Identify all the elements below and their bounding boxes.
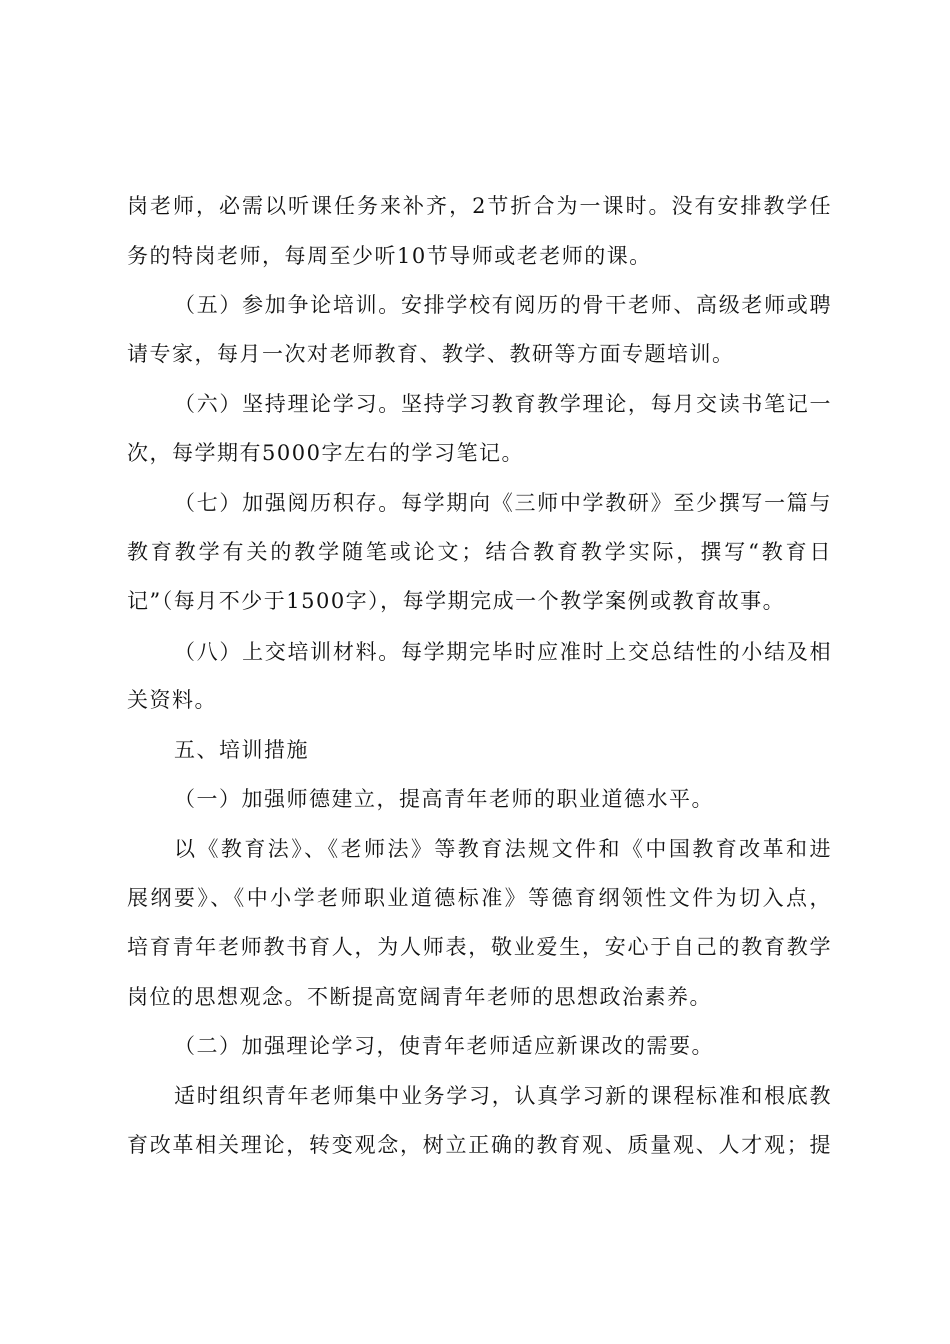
text-line: 记”（每月不少于1500字），每学期完成一个教学案例或教育故事。 [127, 589, 786, 613]
text-line: 以《教育法》、《老师法》等教育法规文件和《中国教育改革和进 [174, 837, 832, 861]
text-line: （五）参加争论培训。安排学校有阅历的骨干老师、高级老师或聘 [174, 293, 832, 317]
text-line: 岗位的思想观念。不断提高宽阔青年老师的思想政治素养。 [127, 985, 712, 1009]
text-line: 岗老师，必需以听课任务来补齐，2节折合为一课时。没有安排教学任 [127, 194, 832, 218]
text-line: 展纲要》、《中小学老师职业道德标准》等德育纲领性文件为切入点， [127, 886, 832, 910]
text-line: （六）坚持理论学习。坚持学习教育教学理论，每月交读书笔记一 [174, 392, 832, 416]
text-line: 适时组织青年老师集中业务学习，认真学习新的课程标准和根底教 [174, 1084, 832, 1108]
text-line: 务的特岗老师，每周至少听10节导师或老老师的课。 [127, 244, 652, 268]
text-line: 育改革相关理论，转变观念，树立正确的教育观、质量观、人才观；提 [127, 1133, 832, 1157]
text-line: （七）加强阅历积存。每学期向《三师中学教研》至少撰写一篇与 [174, 491, 832, 515]
section-heading: 五、培训措施 [174, 738, 309, 762]
text-line: 培育青年老师教书育人，为人师表，敬业爱生，安心于自己的教育教学 [127, 935, 832, 959]
text-line: 教育教学有关的教学随笔或论文；结合教育教学实际，撰写“教育日 [127, 540, 832, 564]
text-line: 次，每学期有5000字左右的学习笔记。 [127, 441, 524, 465]
subsection-heading: （一）加强师德建立，提高青年老师的职业道德水平。 [174, 787, 714, 811]
text-line: 请专家，每月一次对老师教育、教学、教研等方面专题培训。 [127, 342, 735, 366]
text-line: 关资料。 [127, 688, 217, 712]
subsection-heading: （二）加强理论学习，使青年老师适应新课改的需要。 [174, 1034, 714, 1058]
text-line: （八）上交培训材料。每学期完毕时应准时上交总结性的小结及相 [174, 640, 832, 664]
